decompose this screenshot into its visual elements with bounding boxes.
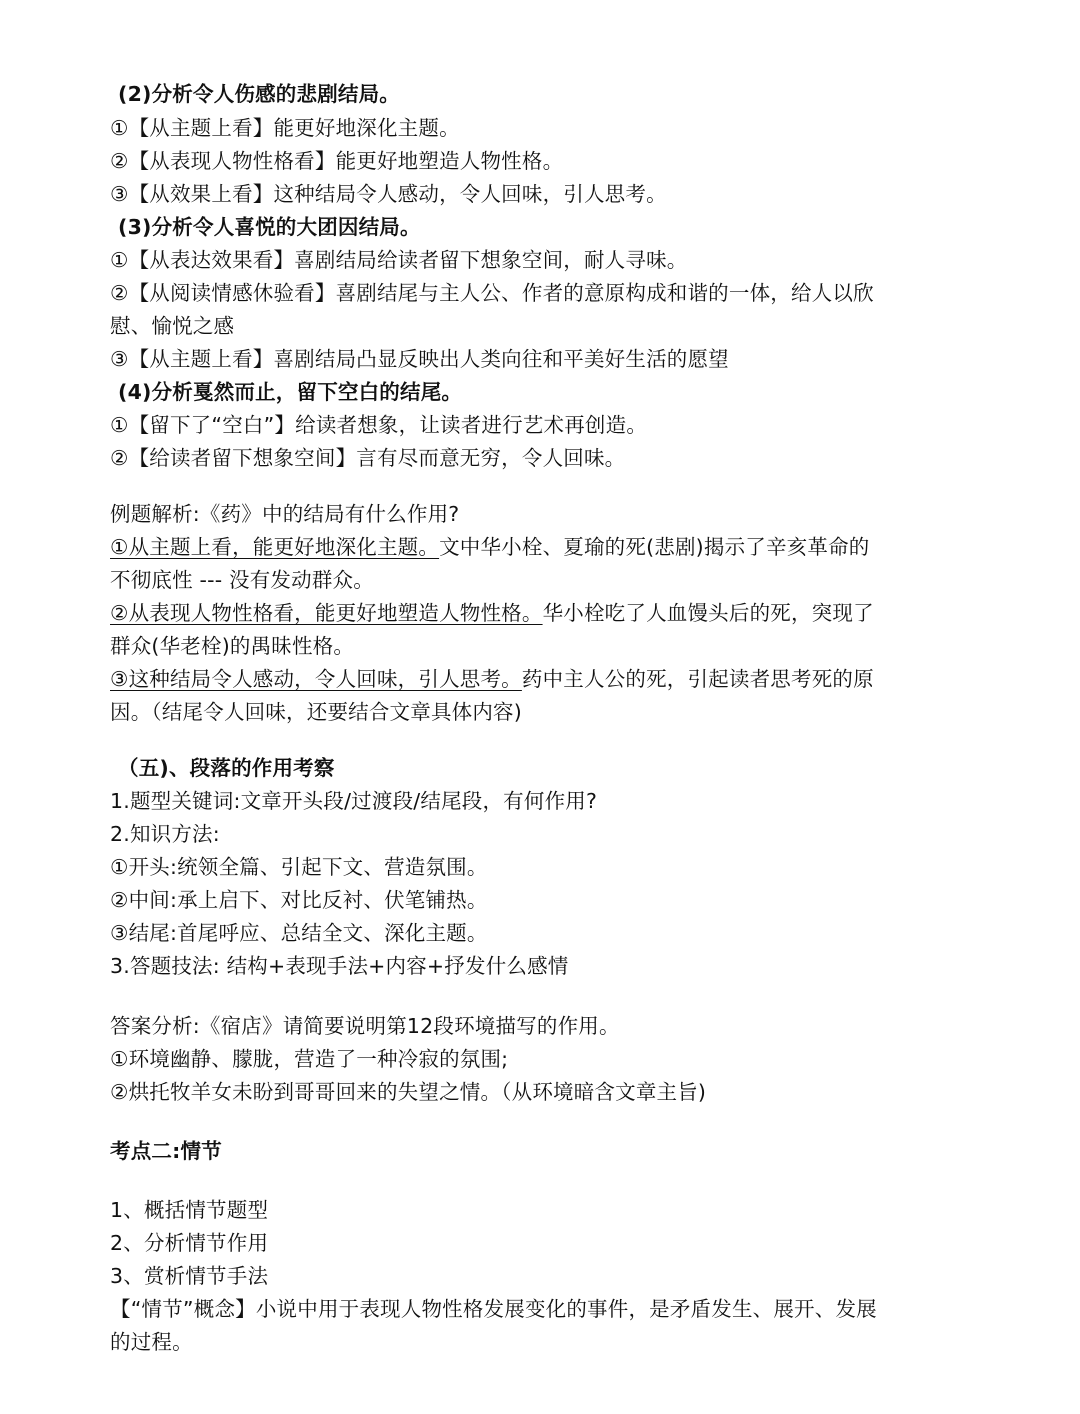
section2-item-1: ①【从主题上看】能更好地深化主题。 — [110, 116, 460, 140]
example-question: 例题解析:《药》中的结局有什么作用? — [110, 502, 460, 526]
example-answer-3 — [110, 665, 990, 693]
section2-heading: (2)分析令人伤感的悲剧结局。 — [118, 82, 401, 106]
kaodian2-line-4: 【“情节”概念】小说中用于表现人物性格发展变化的事件，是矛盾发生、展开、发展 — [110, 1297, 877, 1321]
kaodian2-heading: 考点二:情节 — [110, 1139, 222, 1163]
section5-line-3: ①开头:统领全篇、引起下文、营造氛围。 — [110, 855, 488, 879]
kaodian2-line-3: 3、赏析情节手法 — [110, 1264, 269, 1288]
section3-item-2-cont: 慰、愉悦之感 — [110, 314, 235, 338]
section3-item-1: ①【从表达效果看】喜剧结局给读者留下想象空间，耐人寻味。 — [110, 248, 688, 272]
section5-line-1: 1.题型关键词:文章开头段/过渡段/结尾段，有何作用? — [110, 789, 598, 813]
example-answer-3-cont: 因。（结尾令人回味，还要结合文章具体内容) — [110, 700, 522, 724]
section4-heading: (4)分析戛然而止，留下空白的结尾。 — [118, 380, 463, 404]
kaodian2-line-2: 2、分析情节作用 — [110, 1231, 269, 1255]
section5-line-2: 2.知识方法: — [110, 822, 220, 846]
example-answer-2-rest: 华小栓吃了人血馒头后的死，突现了 — [542, 601, 874, 625]
example-answer-3-rest: 药中主人公的死，引起读者思考死的原 — [521, 667, 874, 691]
example-answer-2 — [110, 599, 990, 627]
answer-line-1: 答案分析:《宿店》请简要说明第12段环境描写的作用。 — [110, 1014, 620, 1038]
example-answer-3-underlined: ③这种结局令人感动，令人回味，引人思考。 — [110, 667, 522, 691]
section3-item-3: ③【从主题上看】喜剧结局凸显反映出人类向往和平美好生活的愿望 — [110, 347, 729, 371]
example-answer-1-rest: 文中华小栓、夏瑜的死(悲剧)揭示了辛亥革命的 — [439, 535, 870, 559]
section3-item-2: ②【从阅读情感休验看】喜剧结尾与主人公、作者的意原构成和谐的一体，给人以欣 — [110, 281, 874, 305]
section3-heading: (3)分析令人喜悦的大团因结局。 — [118, 215, 421, 239]
section5-line-4: ②中间:承上启下、对比反衬、伏笔铺热。 — [110, 888, 488, 912]
section4-item-1: ①【留下了“空白”】给读者想象，让读者进行艺术再创造。 — [110, 413, 648, 437]
section2-item-3: ③【从效果上看】这种结局令人感动，令人回味，引人思考。 — [110, 182, 667, 206]
answer-line-2: ①环境幽静、朦胧，营造了一种冷寂的氛围; — [110, 1047, 509, 1071]
section5-line-6: 3.答题技法: 结构+表现手法+内容+抒发什么感情 — [110, 954, 569, 978]
section5-line-5: ③结尾:首尾呼应、总结全文、深化主题。 — [110, 921, 488, 945]
kaodian2-line-1: 1、概括情节题型 — [110, 1198, 269, 1222]
example-answer-2-cont: 群众(华老栓)的禺昧性格。 — [110, 634, 355, 658]
example-answer-2-underlined: ②从表现人物性格看，能更好地塑造人物性格。 — [110, 601, 543, 625]
example-answer-1 — [110, 533, 990, 561]
section2-item-2: ②【从表现人物性格看】能更好地塑造人物性格。 — [110, 149, 564, 173]
example-answer-1-underlined: ①从主题上看，能更好地深化主题。 — [110, 535, 440, 559]
answer-line-3: ②烘托牧羊女未盼到哥哥回来的失望之情。（从环境暗含文章主旨) — [110, 1080, 707, 1104]
section4-item-2: ②【给读者留下想象空间】言有尽而意无穷，令人回味。 — [110, 446, 626, 470]
kaodian2-line-5: 的过程。 — [110, 1330, 193, 1354]
example-answer-1-cont: 不彻底性 --- 没有发动群众。 — [110, 568, 374, 592]
section5-heading: （五)、段落的作用考察 — [118, 756, 335, 780]
